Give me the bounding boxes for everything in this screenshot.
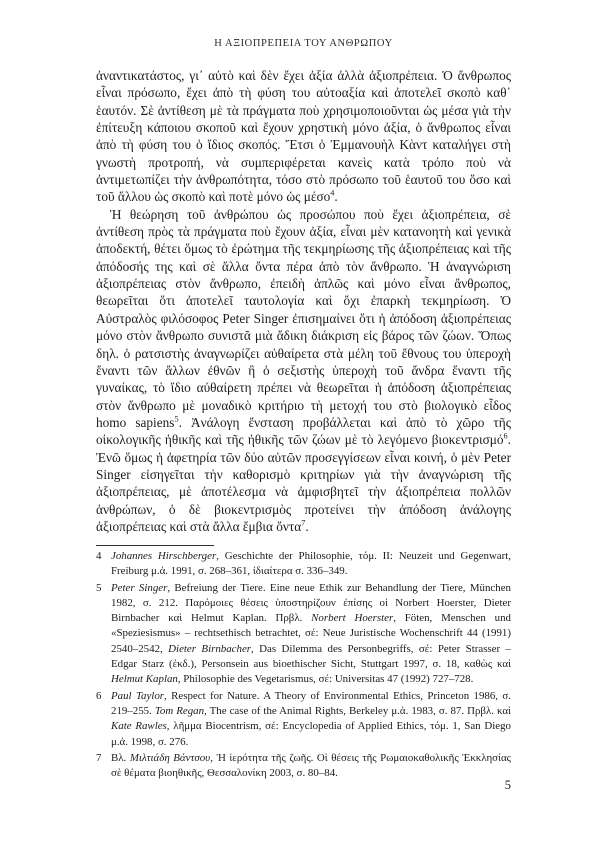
footnote-4 xyxy=(96,549,511,580)
page-number: 5 xyxy=(504,778,511,792)
footnotes xyxy=(96,549,511,782)
footnote-ref-5: 5 xyxy=(174,414,179,424)
footnote-text: , Befreiung der Tiere. Eine neue Ethik zur Behandlung der Tiere, München 1982, σ. 212. Παρόμοιες θέσεις ὑποστηρίζουν ἐπίσης οἱ Norbert Hoerster, Dieter Birnbacher καὶ Helmut Kaplan. Πρβλ. xyxy=(111,581,511,625)
footnote-ref-6: 6 xyxy=(503,431,508,441)
footnote-author: Dieter Birnbacher xyxy=(168,642,252,655)
footnote-text: , Föten, Menschen und «Speziesismus» – rechtsethisch betrachtet, σέ: Neue Juristische Wochenschrift 44 (1991) 2540–2542, xyxy=(111,612,511,655)
footnote-6 xyxy=(96,689,511,750)
paragraph-1: ἀναντικατάστος, γι᾽ αὐτὸ καὶ δὲν ἔχει ἀξία ἀλλὰ ἀξιοπρέπεια. Ὁ ἄνθρωπος εἶναι πρόσωπο, ἔχει ἀπὸ τὴ φύση του αὐτοαξία καὶ ἀποτελεῖ σκοπὸ καθ᾽ ἑαυτόν. Σὲ ἀντίθεση μὲ τὰ πράγματα ποὺ χρησιμοποιοῦνται ὡς μέσα γιὰ τὴν ἐπίτευξη κάποιου σκοποῦ καὶ ἔχουν χρηστικὴ μόνο ἀξία, ὁ ἄνθρωπος εἶναι ἀπὸ τὴ φύση του ὁ ἴδιος σκοπός. Ἔτσι ὁ Ἐμμανουὴλ Κὰντ καταλήγει στὴ γνωστὴ προτροπή, νὰ συμπεριφέρεται κανεὶς κατὰ τρόπο ποὺ νὰ ἀντιμετωπίζει τὴν ἀνθρωπότητα, τόσο στὸ πρόσωπο τοῦ ἑαυτοῦ του ὅσο καὶ τοῦ ἄλλου ὡς σκοπὸ καὶ ποτὲ μόνο ὡς μέσο$^4$. xyxy=(96,68,511,205)
footnote-text: , λῆμμα Biocentrism, σέ: Encyclopedia of Applied Ethics, τόμ. 1, San Diego μ.ἀ. 1998, σ. 276. xyxy=(111,720,511,748)
footnote-text: , Geschichte der Philosophie, τόμ. II: Neuzeit und Gegenwart, Freiburg μ.ἀ. 1991, σ. 268–361, ἰδιαίτερα σ. 336–349. xyxy=(111,550,511,578)
footnote-text: , The case of the Animal Rights, Berkeley μ.ἀ. 1983, σ. 87. Πρβλ. καὶ xyxy=(204,704,511,717)
footnote-author: Johannes Hirschberger xyxy=(111,550,217,562)
footnote-number: 5 xyxy=(96,581,102,594)
paragraph-2-text-c: . Ἐνῶ ὅμως ἡ ἀφετηρία τῶν δύο αὐτῶν προσεγγίσεων εἶναι κοινή, ὁ μὲν Peter Singer εἰσηγεῖται τὴν καθορισμὸ κριτηρίων γιὰ τὴν ἀναγνώριση τῆς ἀξιοπρέπειας, μὲ ἀποτέλεσμα νὰ ἀμφισβητεῖ τὴν ἀξιοπρέπεια πολλῶν ἀνθρώπων, ὁ δὲ βιοκεντρισμὸς προτείνει τὴν ἀπόδοση ἀνάλογης ἀξιοπρέπειας καὶ στὰ ἄλλα ἔμβια ὄντα xyxy=(96,432,511,534)
footnote-author: Tom Regan xyxy=(154,704,205,717)
footnote-author: Μιλτιάδη Βάντσου xyxy=(129,751,211,764)
running-header-title: Η ΑΞΙΟΠΡΕΠΕΙΑ ΤΟΥ ΑΝΘΡΩΠΟΥ xyxy=(214,38,393,49)
paragraph-2-text-b: . Ἀνάλογη ἔνσταση προβάλλεται καὶ ἀπὸ τὸ χῶρο τῆς οἰκολογικῆς ἠθικῆς καὶ τῆς ἠθικῆς τῶν ζώων μὲ τὸ λεγόμενο βιοκεντρισμό xyxy=(96,414,511,448)
paragraph-1-text: ἀναντικατάστος, γι᾽ αὐτὸ καὶ δὲν ἔχει ἀξία ἀλλὰ ἀξιοπρέπεια. Ὁ ἄνθρωπος εἶναι πρόσωπο, ἔχει ἀπὸ τὴ φύση του αὐτοαξία καὶ ἀποτελεῖ σκοπὸ καθ᾽ ἑαυτόν. Σὲ ἀντίθεση μὲ τὰ πράγματα ποὺ χρησιμοποιοῦνται ὡς μέσα γιὰ τὴν ἐπίτευξη κάποιου σκοποῦ καὶ ἔχουν χρηστικὴ μόνο ἀξία, ὁ ἄνθρωπος εἶναι ἀπὸ τὴ φύση του ὁ ἴδιος σκοπός. Ἔτσι ὁ Ἐμμανουὴλ Κὰντ καταλήγει στὴ γνωστὴ προτροπή, νὰ συμπεριφέρεται κανεὶς κατὰ τρόπο ποὺ νὰ ἀντιμετωπίζει τὴν ἀνθρωπότητα, τόσο στὸ πρόσωπο τοῦ ἑαυτοῦ του ὅσο καὶ τοῦ ἄλλου ὡς σκοπὸ καὶ ποτὲ μόνο ὡς μέσο xyxy=(96,68,511,205)
footnote-5 xyxy=(96,581,511,688)
footnote-number: 7 xyxy=(96,751,102,764)
footnote-text: , Ἡ ἱερότητα τῆς ζωῆς. Οἱ θέσεις τῆς Ρωμαιοκαθολικῆς Ἐκκλησίας σὲ θέματα βιοηθικῆς, Θεσσαλονίκη 2003, σ. 80–84. xyxy=(111,751,511,780)
footnote-text: , Philosophie des Vegetarismus, σέ: Universitas 47 (1992) 727–728. xyxy=(177,673,474,686)
footnote-ref-7: 7 xyxy=(301,518,306,528)
footnote-text: Βλ. xyxy=(111,751,130,764)
footnote-author: Paul Taylor xyxy=(111,689,165,702)
footnote-number: 6 xyxy=(96,689,102,702)
footnote-7 xyxy=(96,751,511,782)
footnote-divider xyxy=(96,545,214,546)
footnote-number: 4 xyxy=(96,550,102,562)
footnote-author: Peter Singer xyxy=(111,581,168,594)
footnote-ref-4: 4 xyxy=(330,188,335,198)
main-text xyxy=(96,67,511,535)
paragraph-2: Ἡ θεώρηση τοῦ ἀνθρώπου ὡς προσώπου ποὺ ἔχει ἀξιοπρέπεια, σὲ ἀντίθεση πρὸς τὰ πράγματα ποὺ ἔχουν ἀξία, εἶναι μὲν κατανοητὴ καὶ γενικὰ ἀποδεκτή, θέτει ὅμως τὸ ἐρώτημα τῆς τεκμηρίωσης τῆς ἀξιοπρέπειας καὶ τῆς ἀπόδοσής της καὶ σὲ ἄλλα ὄντα πέρα ἀπὸ τὸν ἄνθρωπο. Ἡ ἀναγνώριση ἀξιοπρέπειας στὸν ἄνθρωπο, ἐπειδὴ ἁπλῶς καὶ μόνο εἶναι ἄνθρωπος, θεωρεῖται ὅτι ἀποτελεῖ ταυτολογία καὶ ὄχι ἐπαρκὴ τεκμηρίωση. Ὁ Αὐστραλὸς φιλόσοφος Peter Singer ἐπισημαίνει ὅτι ἡ ἀπόδοση ἀξιοπρέπειας μόνο στὸν ἄνθρωπο συνιστᾶ μιὰ ἄδικη διάκριση εἰς βάρος τῶν ζώων. Ὅπως δηλ. ὁ ρατσιστὴς ἀναγνωρίζει αὐθαίρετα στὰ μέλη τοῦ ἔθνους του ὑπεροχὴ ἔναντι τῶν ἄλλων ἐθνῶν ἢ ὁ σεξιστὴς ὑπεροχὴ τοῦ ἄνδρα ἔναντι τῆς γυναίκας, τὸ ἴδιο αὐθαίρετη πρέπει νὰ θεωρεῖται ἡ ἀπόδοση ἀξιοπρέπειας στὸν ἄνθρωπο μὲ μοναδικὸ κριτήριο τὴ μετοχή του στὸ βιολογικὸ εἶδος homo sapiens$^5$. Ἀνάλογη ἔνσταση προβάλλεται καὶ ἀπὸ τὸ χῶρο τῆς οἰκολογικῆς ἠθικῆς καὶ τῆς ἠθικῆς τῶν ζώων μὲ τὸ λεγόμενο βιοκεντρισμό$^6$. Ἐνῶ ὅμως ἡ ἀφετηρία τῶν δύο αὐτῶν προσεγγίσεων εἶναι κοινή, ὁ μὲν Peter Singer εἰσηγεῖται τὴν καθορισμὸ κριτηρίων γιὰ τὴν ἀναγνώριση τῆς ἀξιοπρέπειας, μὲ ἀποτέλεσμα νὰ ἀμφισβητεῖ τὴν ἀξιοπρέπεια πολλῶν ἀνθρώπων, ὁ δὲ βιοκεντρισμὸς προτείνει τὴν ἀπόδοση ἀνάλογης ἀξιοπρέπειας καὶ στὰ ἄλλα ἔμβια ὄντα$^7$. xyxy=(96,206,511,534)
footnote-text: , Respect for Nature. A Theory of Environmental Ethics, Princeton 1986, σ. 219–255. xyxy=(111,689,512,717)
footnote-text: , Das Dilemma des Personbegriffs, σέ: Peter Strasser – Edgar Starz (ἐκδ.), Personsein aus bioethischer Sicht, Stuttgart 1997, σ. 18, καθὼς καὶ xyxy=(111,642,512,671)
footnote-author: Kate Rawles xyxy=(111,720,167,733)
footnote-author: Helmut Kaplan xyxy=(111,673,178,686)
paragraph-2-text-a: Ἡ θεώρηση τοῦ ἀνθρώπου ὡς προσώπου ποὺ ἔχει ἀξιοπρέπεια, σὲ ἀντίθεση πρὸς τὰ πράγματα ποὺ ἔχουν ἀξία, εἶναι μὲν κατανοητὴ καὶ γενικὰ ἀποδεκτή, θέτει ὅμως τὸ ἐρώτημα τῆς τεκμηρίωσης τῆς ἀξιοπρέπειας καὶ τῆς ἀπόδοσής της καὶ σὲ ἄλλα ὄντα πέρα ἀπὸ τὸν ἄνθρωπο. Ἡ ἀναγνώριση ἀξιοπρέπειας στὸν ἄνθρωπο, ἐπειδὴ ἁπλῶς καὶ μόνο εἶναι ἄνθρωπος, θεωρεῖται ὅτι ἀποτελεῖ ταυτολογία καὶ ὄχι ἐπαρκὴ τεκμηρίωση. Ὁ Αὐστραλὸς φιλόσοφος Peter Singer ἐπισημαίνει ὅτι ἡ ἀπόδοση ἀξιοπρέπειας μόνο στὸν ἄνθρωπο συνιστᾶ μιὰ ἄδικη διάκριση εἰς βάρος τῶν ζώων. Ὅπως δηλ. ὁ ρατσιστὴς ἀναγνωρίζει αὐθαίρετα στὰ μέλη τοῦ ἔθνους του ὑπεροχὴ ἔναντι τῶν ἄλλων ἐθνῶν ἢ ὁ σεξιστὴς ὑπεροχὴ τοῦ ἄνδρα ἔναντι τῆς γυναίκας, τὸ ἴδιο αὐθαίρετη πρέπει νὰ θεωρεῖται ἡ ἀπόδοση ἀξιοπρέπειας στὸν ἄνθρωπο μὲ μοναδικὸ κριτήριο τὴ μετοχή του στὸ βιολογικὸ εἶδος homo sapiens xyxy=(96,206,511,430)
footnote-author: Norbert Hoerster xyxy=(311,612,394,625)
